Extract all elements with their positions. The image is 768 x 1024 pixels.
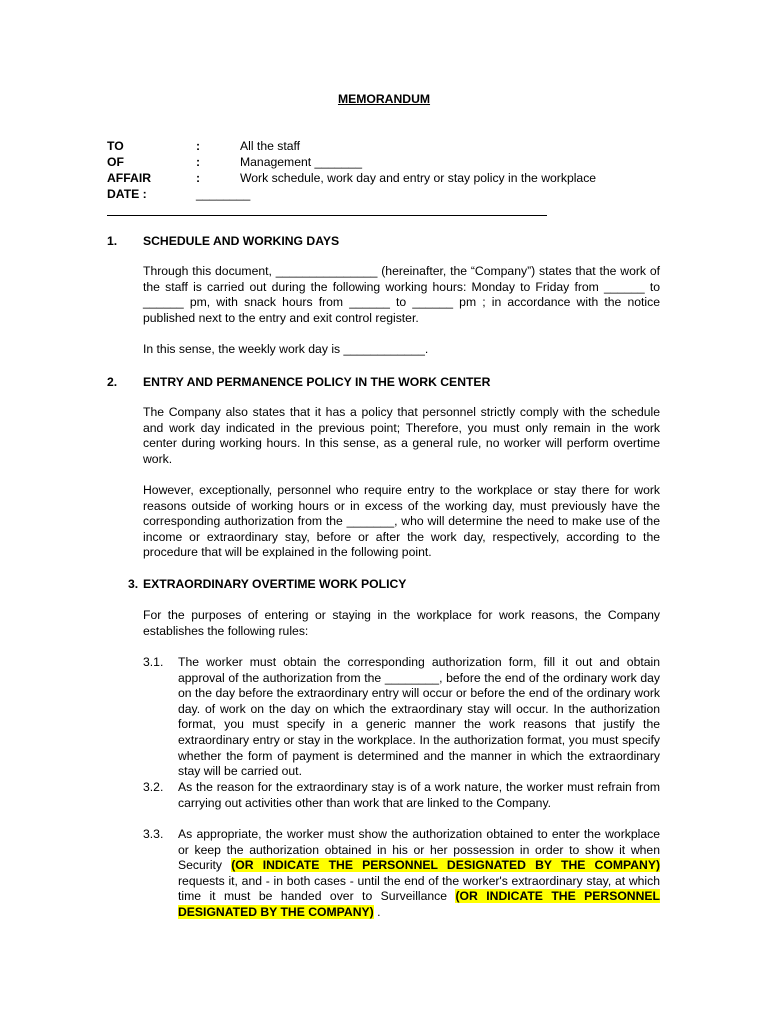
rule-text-part-a: As appropriate, the worker must show the authorization obtained to enter the workplace or keep the authorization obtained in his or her possession in order to show it when Security <box>178 827 660 873</box>
section-2-paragraph-2: However, exceptionally, personnel who require entry to the workplace or stay there for work reasons outside of working hours or in excess of the working day, must previously have the corresponding authorization from the _______, who will determine the need to make use of the income or extraordinary stay, before or after the work day, respectively, according to the procedure that will be explained in the following point. <box>143 483 660 560</box>
highlight-designated-personnel-1: (OR INDICATE THE PERSONNEL DESIGNATED BY THE COMPANY) <box>231 858 661 873</box>
memo-title: MEMORANDUM <box>337 92 431 106</box>
rule-item-text <box>178 827 660 921</box>
section-1-paragraph-2: In this sense, the weekly work day is ____________. <box>143 342 429 356</box>
affair-label: AFFAIR <box>107 171 152 185</box>
rule-text-part-c: . <box>373 904 381 919</box>
header-divider <box>107 215 547 216</box>
section-2-title: ENTRY AND PERMANENCE POLICY IN THE WORK CENTER <box>143 375 491 389</box>
section-1-title: SCHEDULE AND WORKING DAYS <box>143 234 340 248</box>
to-label: TO <box>107 139 124 153</box>
highlight-designated-personnel-2: (OR INDICATE THE PERSONNEL DESIGNATED BY THE COMPANY) <box>178 889 660 919</box>
affair-value: Work schedule, work day and entry or stay policy in the workplace <box>240 171 597 185</box>
section-3-intro: For the purposes of entering or staying in the workplace for work reasons, the Company establishes the following rules: <box>143 608 660 638</box>
rule-item-text: As the reason for the extraordinary stay is of a work nature, the worker must refrain from carrying out activities other than work that are linked to the Company. <box>178 780 660 810</box>
section-3-title: EXTRAORDINARY OVERTIME WORK POLICY <box>143 577 407 591</box>
of-label: OF <box>107 155 124 169</box>
date-label: DATE : <box>107 187 147 201</box>
to-value: All the staff <box>240 139 301 153</box>
rule-text-part-b: requests it, and - in both cases - until the end of the worker's extraordinary stay, at which time it must be handed over to Surveillance <box>178 873 660 904</box>
rule-item-number: 3.1. <box>143 655 164 669</box>
section-2-number: 2. <box>107 375 118 389</box>
of-value: Management _______ <box>240 155 362 169</box>
section-1-number: 1. <box>107 234 118 248</box>
to-colon: : <box>196 139 201 153</box>
rule-item-number: 3.2. <box>143 780 164 794</box>
section-3-number: 3. <box>128 577 139 591</box>
rule-item-number: 3.3. <box>143 827 164 841</box>
of-colon: : <box>196 155 201 169</box>
section-2-paragraph-1: The Company also states that it has a policy that personnel strictly comply with the schedule and work day indicated in the previous point; Therefore, you must only remain in the work center during working hours. In this sense, as a general rule, no worker will perform overtime work. <box>143 405 660 466</box>
date-value: ________ <box>196 187 251 201</box>
rule-item-text: The worker must obtain the corresponding authorization form, fill it out and obtain approval of the authorization from the ________, before the end of the ordinary work day on the day before the extraordinary entry will occur or before the end of the ordinary work day. of work on the day on which the extraordinary stay will occur. In the authorization format, you must specify in a generic manner the work reasons that justify the extraordinary entry or stay in the workplace. In the authorization format, you must specify whether the form of payment is determined and the manner in which the extraordinary stay will be carried out. <box>178 655 660 779</box>
affair-colon: : <box>196 171 201 185</box>
section-1-paragraph-1: Through this document, _______________ (hereinafter, the “Company”) states that the work of the staff is carried out during the following working hours: Monday to Friday from ______ to ______ pm, with snack hours from ______ to ______ pm ; in accordance with the notice published next to the entry and exit control register. <box>143 264 660 325</box>
